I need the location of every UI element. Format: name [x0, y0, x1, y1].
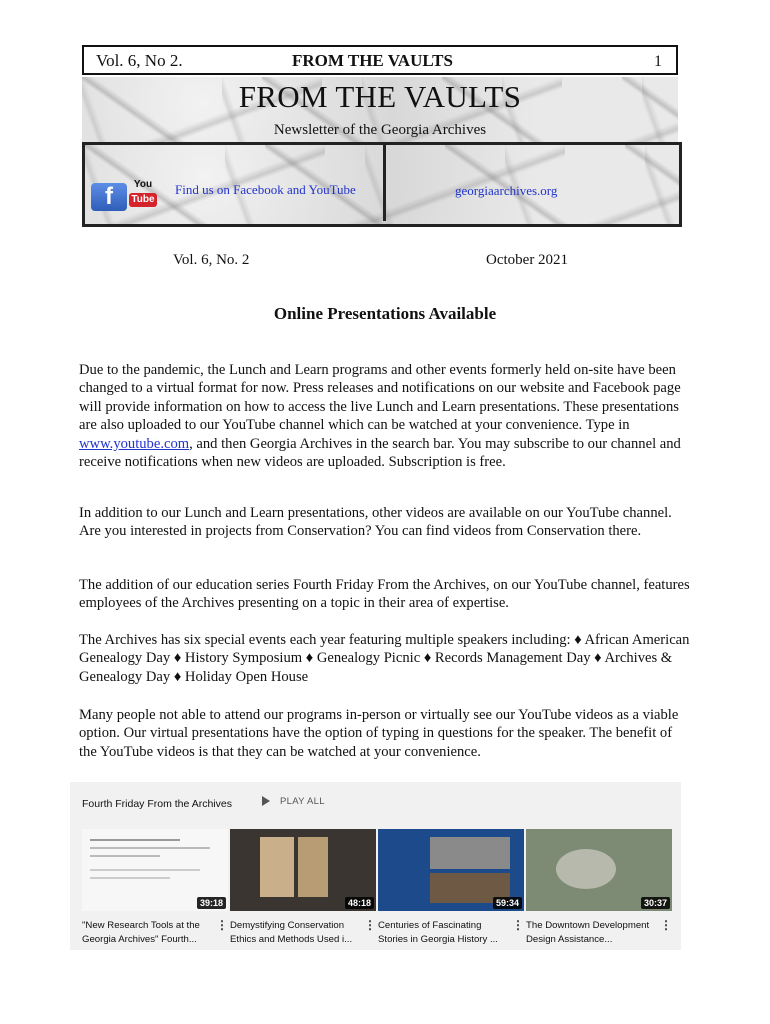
facebook-icon[interactable]: f [91, 183, 127, 211]
website-link[interactable]: georgiaarchives.org [455, 183, 558, 198]
video-title-line: Design Assistance... [526, 934, 613, 945]
youtube-icon-you: You [133, 179, 153, 190]
video-duration: 48:18 [345, 897, 374, 909]
social-icons[interactable] [91, 179, 159, 213]
paragraph-1 [79, 361, 691, 471]
video-title-1[interactable] [82, 919, 220, 947]
video-title-line: Demystifying Conservation [230, 920, 345, 931]
video-title-2[interactable] [230, 919, 368, 947]
issue-volume: Vol. 6, No. 2 [173, 252, 250, 268]
video-title-3[interactable] [378, 919, 516, 947]
play-all-label: PLAY ALL [280, 796, 325, 807]
paragraph-1-text-a: Due to the pandemic, the Lunch and Learn programs and other events formerly held on-site have been changed to a virtual format for now. Press releases and notifications on our website and Facebook page will provide information on how to access the live Lunch and Learn presentations. These presentations are also uploaded to our YouTube channel which can be watched at your convenience. Type in [79, 362, 681, 434]
youtube-playlist [70, 782, 681, 950]
thumb-text-line [90, 869, 200, 871]
video-duration: 59:34 [493, 897, 522, 909]
article-title: Online Presentations Available [273, 304, 497, 323]
paragraph-1-text-b: , and then Georgia Archives in the search bar. You may subscribe to our channel and receive notifications when new videos are uploaded. Subscription is free. [79, 435, 681, 471]
youtube-icon-tube: Tube [129, 193, 157, 207]
video-duration: 30:37 [641, 897, 670, 909]
paragraph-3: The addition of our education series Fourth Friday From the Archives, on our YouTube channel, features employees of the Archives presenting on a topic in their area of expertise. [79, 577, 690, 612]
more-options-icon[interactable]: ⋮ [216, 918, 228, 932]
youtube-link[interactable]: www.youtube.com [79, 435, 190, 452]
page-number: 1 [654, 53, 662, 70]
links-divider [383, 142, 386, 221]
thumb-document-image [260, 837, 294, 897]
newsletter-title: FROM THE VAULTS [238, 79, 522, 114]
youtube-icon[interactable] [129, 179, 157, 211]
paragraph-4: The Archives has six special events each year featuring multiple speakers including: ♦ African American Genealogy Day ♦ History Symposium ♦ Genealogy Picnic ♦ Records Management Day ♦ Archives & Genealogy Day ♦ Holiday Open House [79, 632, 690, 685]
header-volume: Vol. 6, No 2. [96, 51, 183, 70]
video-thumbnail-1[interactable] [82, 829, 228, 911]
video-thumbnail-2[interactable] [230, 829, 376, 911]
play-icon [262, 796, 270, 806]
paragraph-5: Many people not able to attend our programs in-person or virtually see our YouTube videos as a viable option. Our virtual presentations have the option of typing in questions for the speaker. The benefit of the YouTube videos is that they can be watched at your convenience. [79, 707, 679, 760]
thumb-text-line [90, 855, 160, 857]
video-title-line: "New Research Tools at the [82, 920, 200, 931]
more-options-icon[interactable]: ⋮ [660, 918, 672, 932]
thumb-photo [430, 837, 510, 869]
video-title-line: Georgia Archives" Fourth... [82, 934, 197, 945]
video-title-line: Ethics and Methods Used i... [230, 934, 353, 945]
thumb-text-line [90, 847, 210, 849]
video-title-line: Centuries of Fascinating [378, 920, 482, 931]
newsletter-subtitle: Newsletter of the Georgia Archives [273, 122, 487, 138]
thumb-text-line [90, 877, 170, 879]
thumb-document-image [298, 837, 328, 897]
masthead [82, 77, 678, 143]
paragraph-2: In addition to our Lunch and Learn presentations, other videos are available on our YouTube channel. Are you interested in projects from Conservation? You can find videos from Conservation there. [79, 505, 672, 540]
video-duration: 39:18 [197, 897, 226, 909]
running-header [82, 45, 678, 75]
links-box [82, 142, 682, 227]
play-all-button[interactable] [262, 796, 325, 807]
playlist-title[interactable]: Fourth Friday From the Archives [82, 798, 232, 810]
thumb-aerial-map [556, 849, 616, 889]
video-title-line: Stories in Georgia History ... [378, 934, 498, 945]
more-options-icon[interactable]: ⋮ [364, 918, 376, 932]
header-title: FROM THE VAULTS [292, 51, 453, 70]
video-thumbnail-4[interactable] [526, 829, 672, 911]
video-thumbnail-3[interactable] [378, 829, 524, 911]
video-title-line: The Downtown Development [526, 920, 650, 931]
social-link[interactable]: Find us on Facebook and YouTube [175, 182, 356, 197]
more-options-icon[interactable]: ⋮ [512, 918, 524, 932]
thumb-text-line [90, 839, 180, 841]
issue-date: October 2021 [486, 252, 569, 268]
video-title-4[interactable] [526, 919, 664, 947]
